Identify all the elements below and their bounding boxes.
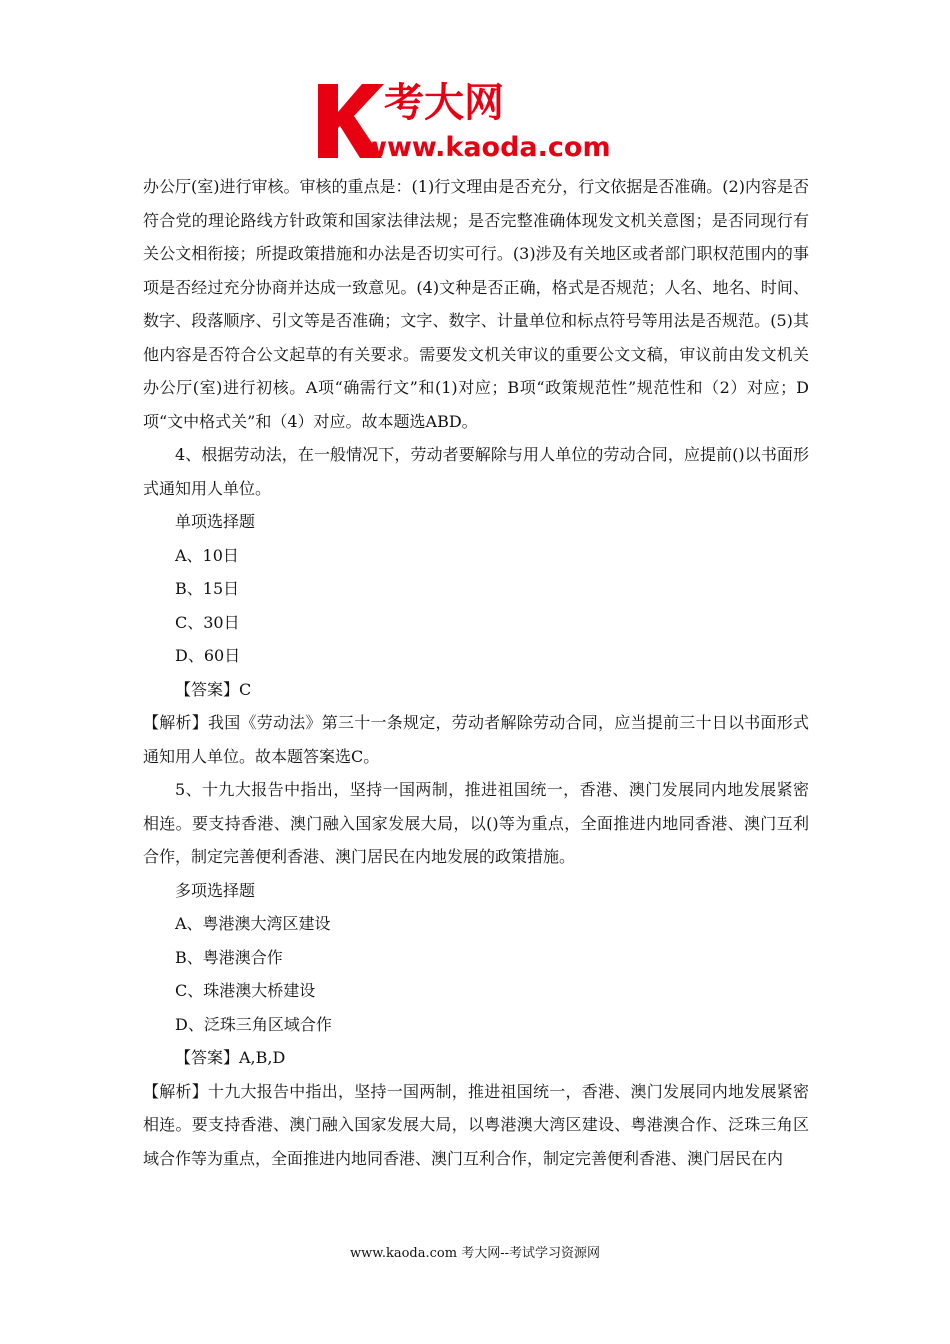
question-4-option-a: A、10日 [175,545,239,565]
kaoda-logo [316,78,646,162]
question-5-option-c: C、珠港澳大桥建设 [175,981,316,1000]
question-5: 5、十九大报告中指出，坚持一国两制，推进祖国统一，香港、澳门发展同内地发展紧密相连。要支持香港、澳门融入国家发展大局，以()等为重点，全面推进内地同香港、澳门互利合作，制定完善便利香港、澳门居民在内地发展的政策措施。 [143,780,809,866]
page-footer: www.kaoda.com 考大网--考试学习资源网 [350,1246,600,1261]
question-5-type: 多项选择题 [175,880,256,900]
logo-brand-cn: 考大网 [384,80,504,126]
question-4-option-d: D、60日 [175,646,241,665]
question-4-option-b: B、15日 [175,579,240,598]
question-4-answer: 【答案】C [175,679,252,699]
question-5-option-b: B、粤港澳合作 [175,947,283,967]
kaoda-logo-icon [316,78,646,162]
question-4-type: 单项选择题 [175,512,256,531]
question-4-analysis: 【解析】我国《劳动法》第三十一条规定，劳动者解除劳动合同，应当提前三十日以书面形式通知用人单位。故本题答案选C。 [143,713,809,766]
question-5-option-a: A、粤港澳大湾区建设 [175,914,331,933]
question-5-option-d: D、泛珠三角区域合作 [175,1014,332,1034]
question-4-option-c: C、30日 [175,612,240,632]
question-5-analysis: 【解析】十九大报告中指出，坚持一国两制，推进祖国统一，香港、澳门发展同内地发展紧密相连。要支持香港、澳门融入国家发展大局，以粤港澳大湾区建设、粤港澳合作、泛珠三角区域合作等为重点，全面推进内地同香港、澳门互利合作，制定完善便利香港、澳门居民在内 [143,1081,809,1168]
question-5-answer: 【答案】A,B,D [175,1048,286,1067]
document-body [143,170,809,1175]
logo-brand-url: www.kaoda.com [362,132,611,162]
question-4: 4、根据劳动法，在一般情况下，劳动者要解除与用人单位的劳动合同，应提前()以书面形式通知用人单位。 [143,445,809,498]
continued-paragraph: 办公厅(室)进行审核。审核的重点是：(1)行文理由是否充分，行文依据是否准确。(2)内容是否符合党的理论路线方针政策和国家法律法规；是否完整准确体现发文机关意图；是否同现行有关公文相衔接；所提政策措施和办法是否切实可行。(3)涉及有关地区或者部门职权范围内的事项是否经过充分协商并达成一致意见。(4)文种是否正确，格式是否规范；人名、地名、时间、数字、段落顺序、引文等是否准确；文字、数字、计量单位和标点符号等用法是否规范。(5)其他内容是否符合公文起草的有关要求。需要发文机关审议的重要公文文稿，审议前由发文机关办公厅(室)进行初核。A项“确需行文”和(1)对应；B项“政策规范性”规范性和（2）对应；D项“文中格式关”和（4）对应。故本题选ABD。 [143,177,809,431]
